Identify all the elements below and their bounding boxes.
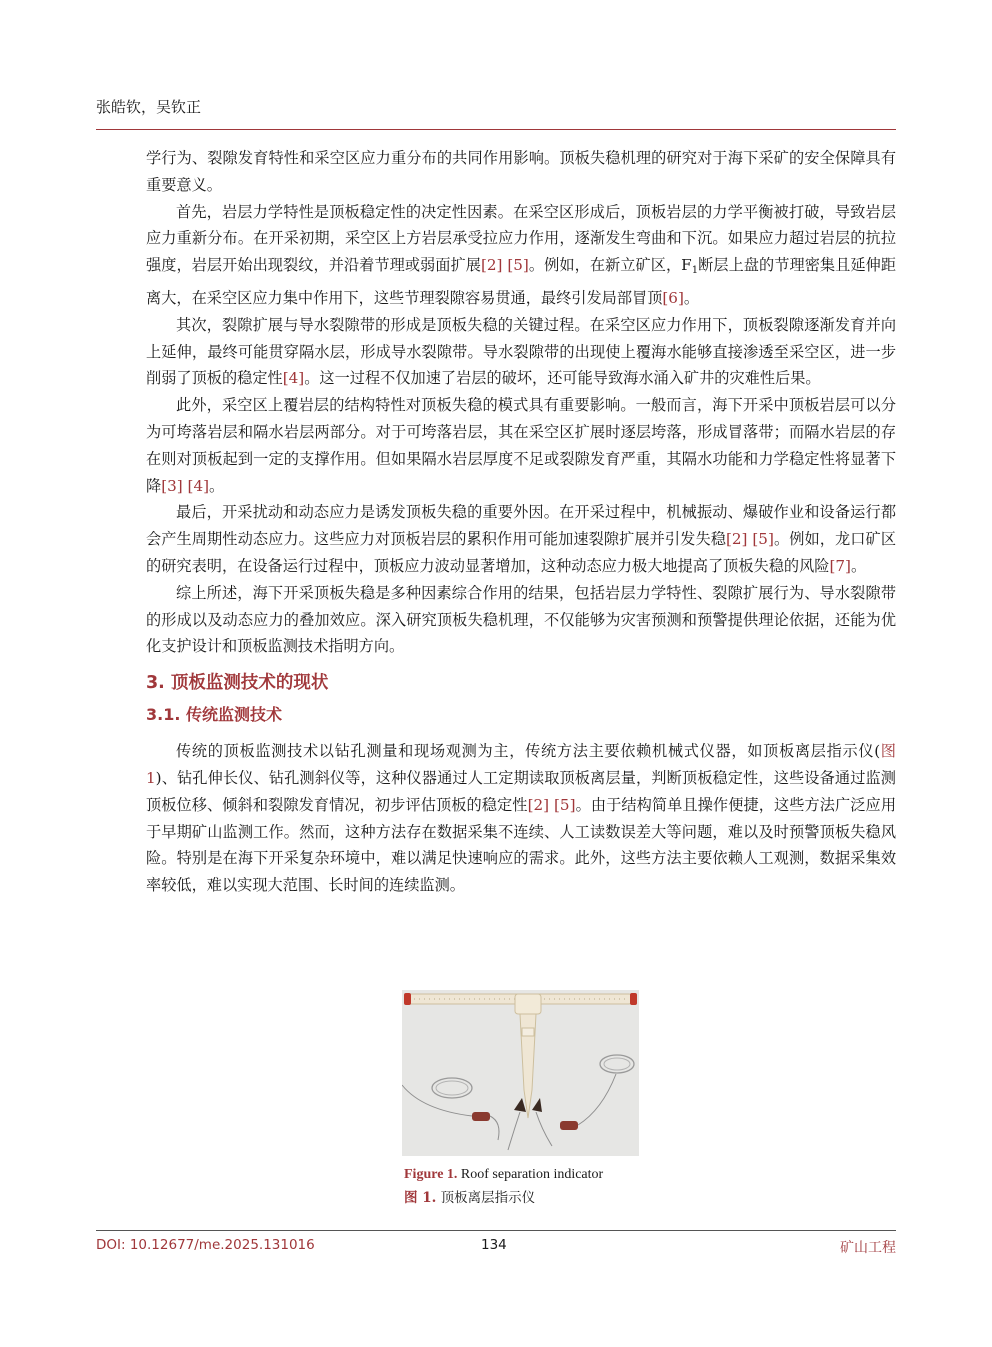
figure-link[interactable]: 图 1 [146,742,896,787]
paragraph-text: 。这一过程不仅加速了岩层的破坏，还可能导致海水涌入矿井的灾难性后果。 [304,369,821,388]
figure-caption-en [404,1167,603,1183]
paragraph-text: 。 [683,288,700,307]
section-heading: 3. 顶板监测技术的现状 [146,673,329,694]
citation-link[interactable]: [7] [829,556,851,575]
citation-link[interactable]: [3] [4] [161,476,210,495]
paragraph [146,199,896,312]
paragraph-text: 最后，开采扰动和动态应力是诱发顶板失稳的重要外因。在开采过程中，机械振动、爆破作业和设备运行都会产生周期性动态应力。这些应力对顶板岩层的累积作用可能加速裂隙扩展并引发失稳 [146,503,896,549]
paragraph [146,145,896,199]
page-number: 134 [481,1237,507,1253]
paragraph-text: 。例如，在新立矿区，F [528,256,692,275]
running-header-authors: 张皓钦，吴钦正 [96,98,202,116]
caption-text: 顶板离层指示仪 [436,1190,536,1206]
paragraph-text: 综上所述，海下开采顶板失稳是多种因素综合作用的结果，包括岩层力学特性、裂隙扩展行为、导水裂隙带的形成以及动态应力的叠加效应。深入研究顶板失稳机理，不仅能够为灾害预测和预警提供理论依据，还能为优化支护设计和顶板监测技术指明方向。 [146,583,896,656]
subscript: 1 [691,265,699,277]
citation-link[interactable]: [2] [5] [527,795,576,814]
citation-link[interactable]: [2] [5] [725,530,774,549]
figure-image-roof-separation-indicator [402,990,639,1156]
paragraph-text: 。 [209,476,225,495]
paragraph-text: 学行为、裂隙发育特性和采空区应力重分布的共同作用影响。顶板失稳机理的研究对于海下采矿的安全保障具有重要意义。 [146,149,896,194]
paragraph-text: 。 [850,556,867,575]
subsection-heading: 3.1. 传统监测技术 [146,705,282,725]
paragraph [146,312,896,392]
paragraph-text: 。例如，龙口矿区的研究表明，在设备运行过程中，顶板应力波动显著增加，这种动态应力极大地提高了顶板失稳的风险 [146,530,897,575]
figure-label: 图 1. [404,1190,437,1206]
citation-link[interactable]: [2] [5] [480,256,529,275]
citation-link[interactable]: [6] [662,288,684,307]
caption-text: Roof separation indicator [457,1167,604,1182]
paragraph-text: )、钻孔伸长仪、钻孔测斜仪等，这种仪器通过人工定期读取顶板离层量，判断顶板稳定性，这些设备通过监测顶板位移、倾斜和裂隙发育情况，初步评估顶板的稳定性 [146,768,896,814]
figure-label: Figure 1. [404,1167,458,1182]
article-body [146,145,896,899]
doi-link[interactable]: DOI: 10.12677/me.2025.131016 [96,1237,315,1253]
journal-name: 矿山工程 [840,1240,896,1256]
paragraph-text: 。由于结构简单且操作便捷，这些方法广泛应用于早期矿山监测工作。然而，这种方法存在数据采集不连续、人工读数误差大等问题，难以及时预警顶板失稳风险。特别是在海下开采复杂环境中，难以满足快速响应的需求。此外，这些方法主要依赖人工观测，数据采集效率较低，难以实现大范围、长时间的连续监测。 [146,795,897,895]
paragraph [146,580,896,660]
paragraph-text: 其次，裂隙扩展与导水裂隙带的形成是顶板失稳的关键过程。在采空区应力作用下，顶板裂隙逐渐发育并向上延伸，最终可能贯穿隔水层，形成导水裂隙带。导水裂隙带的出现使上覆海水能够直接渗透至采空区，进一步削弱了顶板的稳定性 [146,315,896,388]
paragraph [146,738,896,899]
paragraph-text: 断层上盘的节理密集且延伸距离大，在采空区应力集中作用下，这些节理裂隙容易贯通，最终引发局部冒顶 [146,256,897,307]
paragraph-text: 传统的顶板监测技术以钻孔测量和现场观测为主，传统方法主要依赖机械式仪器，如顶板离层指示仪( [176,742,881,761]
paragraph [146,499,896,579]
figure-caption-zh [404,1186,535,1206]
paragraph [146,392,896,499]
paragraph-text: 此外，采空区上覆岩层的结构特性对顶板失稳的模式具有重要影响。一般而言，海下开采中顶板岩层可以分为可垮落岩层和隔水岩层两部分。对于可垮落岩层，其在采空区扩展时逐层垮落，形成冒落带；而隔水岩层的存在则对顶板起到一定的支撑作用。但如果隔水岩层厚度不足或裂隙发育严重，其隔水功能和力学稳定性将显著下降 [146,396,896,495]
citation-link[interactable]: [4] [282,369,305,388]
footer-divider [96,1230,896,1231]
header-divider [96,129,896,130]
paragraph-text: 首先，岩层力学特性是顶板稳定性的决定性因素。在采空区形成后，顶板岩层的力学平衡被打破，导致岩层应力重新分布。在开采初期，采空区上方岩层承受拉应力作用，逐渐发生弯曲和下沉。如果应力超过岩层的抗拉强度，岩层开始出现裂纹，并沿着节理或弱面扩展 [146,202,896,275]
